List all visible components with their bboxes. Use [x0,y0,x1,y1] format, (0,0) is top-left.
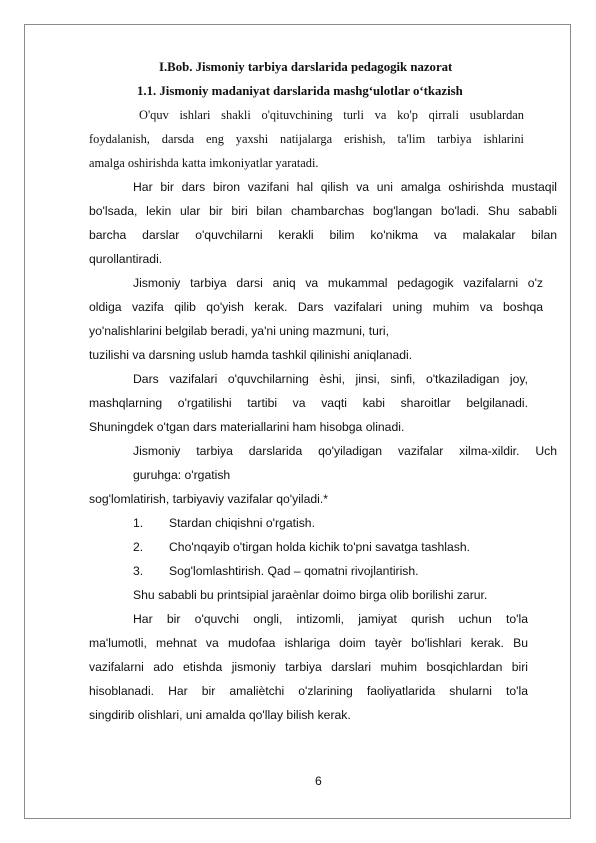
paragraph-4-line-2: mashqlarning o'rgatilishi tartibi va vaqti kabi sharoitlar belgilanadi. [89,396,528,410]
paragraph-1-line-2: foydalanish, darsda eng yaxshi natijalarga erishish, ta'lim tarbiya ishlarini [89,132,524,146]
closing-line-3: vazifalarni ado etishda jismoniy tarbiya darslari muhim bosqichlardan biri [89,660,528,674]
paragraph-3-line-2: oldiga vazifa qilib qo'yish kerak. Dars vazifalari uning muhim va boshqa [89,300,543,314]
list-item-1-number: 1. [133,516,144,530]
page-number: 6 [315,774,322,788]
paragraph-2-line-1: Har bir dars biron vazifani hal qilish va uni amalga oshirishda mustaqil [133,180,557,194]
paragraph-5-line-1: Jismoniy tarbiya darslarida qo'yiladigan vazifalar xilma-xildir. Uch [133,444,557,458]
section-title: 1.1. Jismoniy madaniyat darslarida mashg‘ulotlar o‘tkazish [137,84,463,98]
paragraph-2-line-2: bo'lsada, lekin ular bir biri bilan chambarchas bog'langan bo'ladi. Shu sababli [89,204,557,218]
paragraph-2-line-4: qurollantiradi. [89,252,163,266]
closing-line-5: singdirib olishlari, uni amalda qo'llay bilish kerak. [89,708,351,722]
list-item-2-number: 2. [133,540,144,554]
closing-line-4: hisoblanadi. Har bir amaliѐtchi o'zlarining faoliyatlarida shularni to'la [89,684,528,698]
document-page [24,24,571,819]
paragraph-3-line-4: tuzilishi va darsning uslub hamda tashkil qilinishi aniqlanadi. [89,348,413,362]
list-item-3-number: 3. [133,564,144,578]
chapter-title: I.Bob. Jismoniy tarbiya darslarida pedagogik nazorat [159,60,453,74]
closing-intro: Shu sababli bu printsipial jaraѐnlar doimo birga olib borilishi zarur. [133,588,488,602]
paragraph-4-line-1: Dars vazifalari o'quvchilarning ѐshi, jinsi, sinfi, o'tkaziladigan joy, [133,372,528,386]
paragraph-5-line-3: sog'lomlatirish, tarbiyaviy vazifalar qo'yiladi.* [89,492,329,506]
paragraph-3-line-3: yo'nalishlarini belgilab beradi, ya'ni uning mazmuni, turi, [89,324,390,338]
list-item-3-text: Sog'lomlashtirish. Qad – qomatni rivojlantirish. [169,564,419,578]
list-item-1-text: Stardan chiqishni o'rgatish. [169,516,315,530]
paragraph-1-line-3: amalga oshirishda katta imkoniyatlar yaratadi. [89,156,319,170]
closing-line-2: ma'lumotli, mehnat va mudofaa ishlariga doim tayѐr bo'lishlari kerak. Bu [89,636,528,650]
paragraph-2-line-3: barcha darslar o'quvchilarni kerakli bilim ko'nikma va malakalar bilan [89,228,557,242]
paragraph-3-line-1: Jismoniy tarbiya darsi aniq va mukammal pedagogik vazifalarni o'z [133,276,543,290]
list-item-2-text: Cho'nqayib o'tirgan holda kichik to'pni savatga tashlash. [169,540,471,554]
closing-line-1: Har bir o'quvchi ongli, intizomli, jamiyat qurish uchun to'la [133,612,528,626]
paragraph-1-line-1: O'quv ishlari shakli o'qituvchining turli va ko'p qirrali usublardan [139,108,524,122]
paragraph-5-line-2: guruhga: o'rgatish [133,468,231,482]
paragraph-4-line-3: Shuningdek o'tgan dars materiallarini ham hisobga olinadi. [89,420,405,434]
